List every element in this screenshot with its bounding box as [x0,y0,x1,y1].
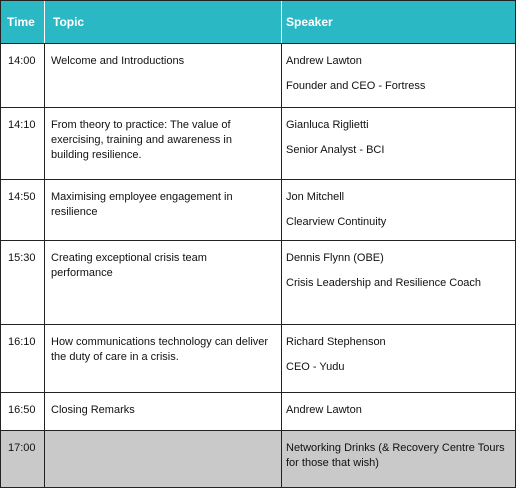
header-time: Time [1,1,45,43]
time-cell: 14:50 [1,180,45,240]
speaker-cell [282,431,515,487]
speaker-role: CEO - Yudu [286,361,345,373]
topic-cell: Closing Remarks [45,393,282,430]
header-topic: Topic [45,1,282,43]
speaker-cell [282,44,515,107]
topic-cell: Creating exceptional crisis team performance [45,241,282,324]
speaker-role: Senior Analyst - BCI [286,144,385,156]
topic-cell [45,431,282,487]
speaker-name: Richard Stephenson [286,336,386,348]
table-row [1,107,515,179]
header-speaker: Speaker [286,15,333,29]
topic-cell: How communications technology can deliver the duty of care in a crisis. [45,325,282,392]
time-cell: 17:00 [1,431,45,487]
time-cell: 16:10 [1,325,45,392]
table-row [1,324,515,392]
table-row [1,392,515,430]
speaker-role: Crisis Leadership and Resilience Coach [286,277,482,289]
topic-cell: From theory to practice: The value of exercising, training and awareness in building resilience. [45,108,282,179]
topic-cell: Welcome and Introductions [45,44,282,107]
time-cell: 15:30 [1,241,45,324]
speaker-cell [282,241,515,324]
time-cell: 16:50 [1,393,45,430]
table-header [1,1,515,43]
speaker-role: Founder and CEO - Fortress [286,80,426,92]
speaker-cell [282,180,515,240]
speaker-cell [282,108,515,179]
speaker-name: Dennis Flynn (OBE) [286,252,384,264]
speaker-name: Andrew Lawton [286,404,362,416]
table-row [1,240,515,324]
speaker-name: Networking Drinks (& Recovery Centre Tours for those that wish) [286,442,505,469]
table-row [1,430,515,487]
speaker-name: Gianluca Riglietti [286,119,369,131]
topic-cell: Maximising employee engagement in resilience [45,180,282,240]
table-row [1,179,515,240]
speaker-cell [282,325,515,392]
speaker-name: Andrew Lawton [286,55,362,67]
time-cell: 14:00 [1,44,45,107]
speaker-cell [282,393,515,430]
table-row [1,43,515,107]
time-cell: 14:10 [1,108,45,179]
speaker-role: Clearview Continuity [286,216,387,228]
speaker-name: Jon Mitchell [286,191,345,203]
